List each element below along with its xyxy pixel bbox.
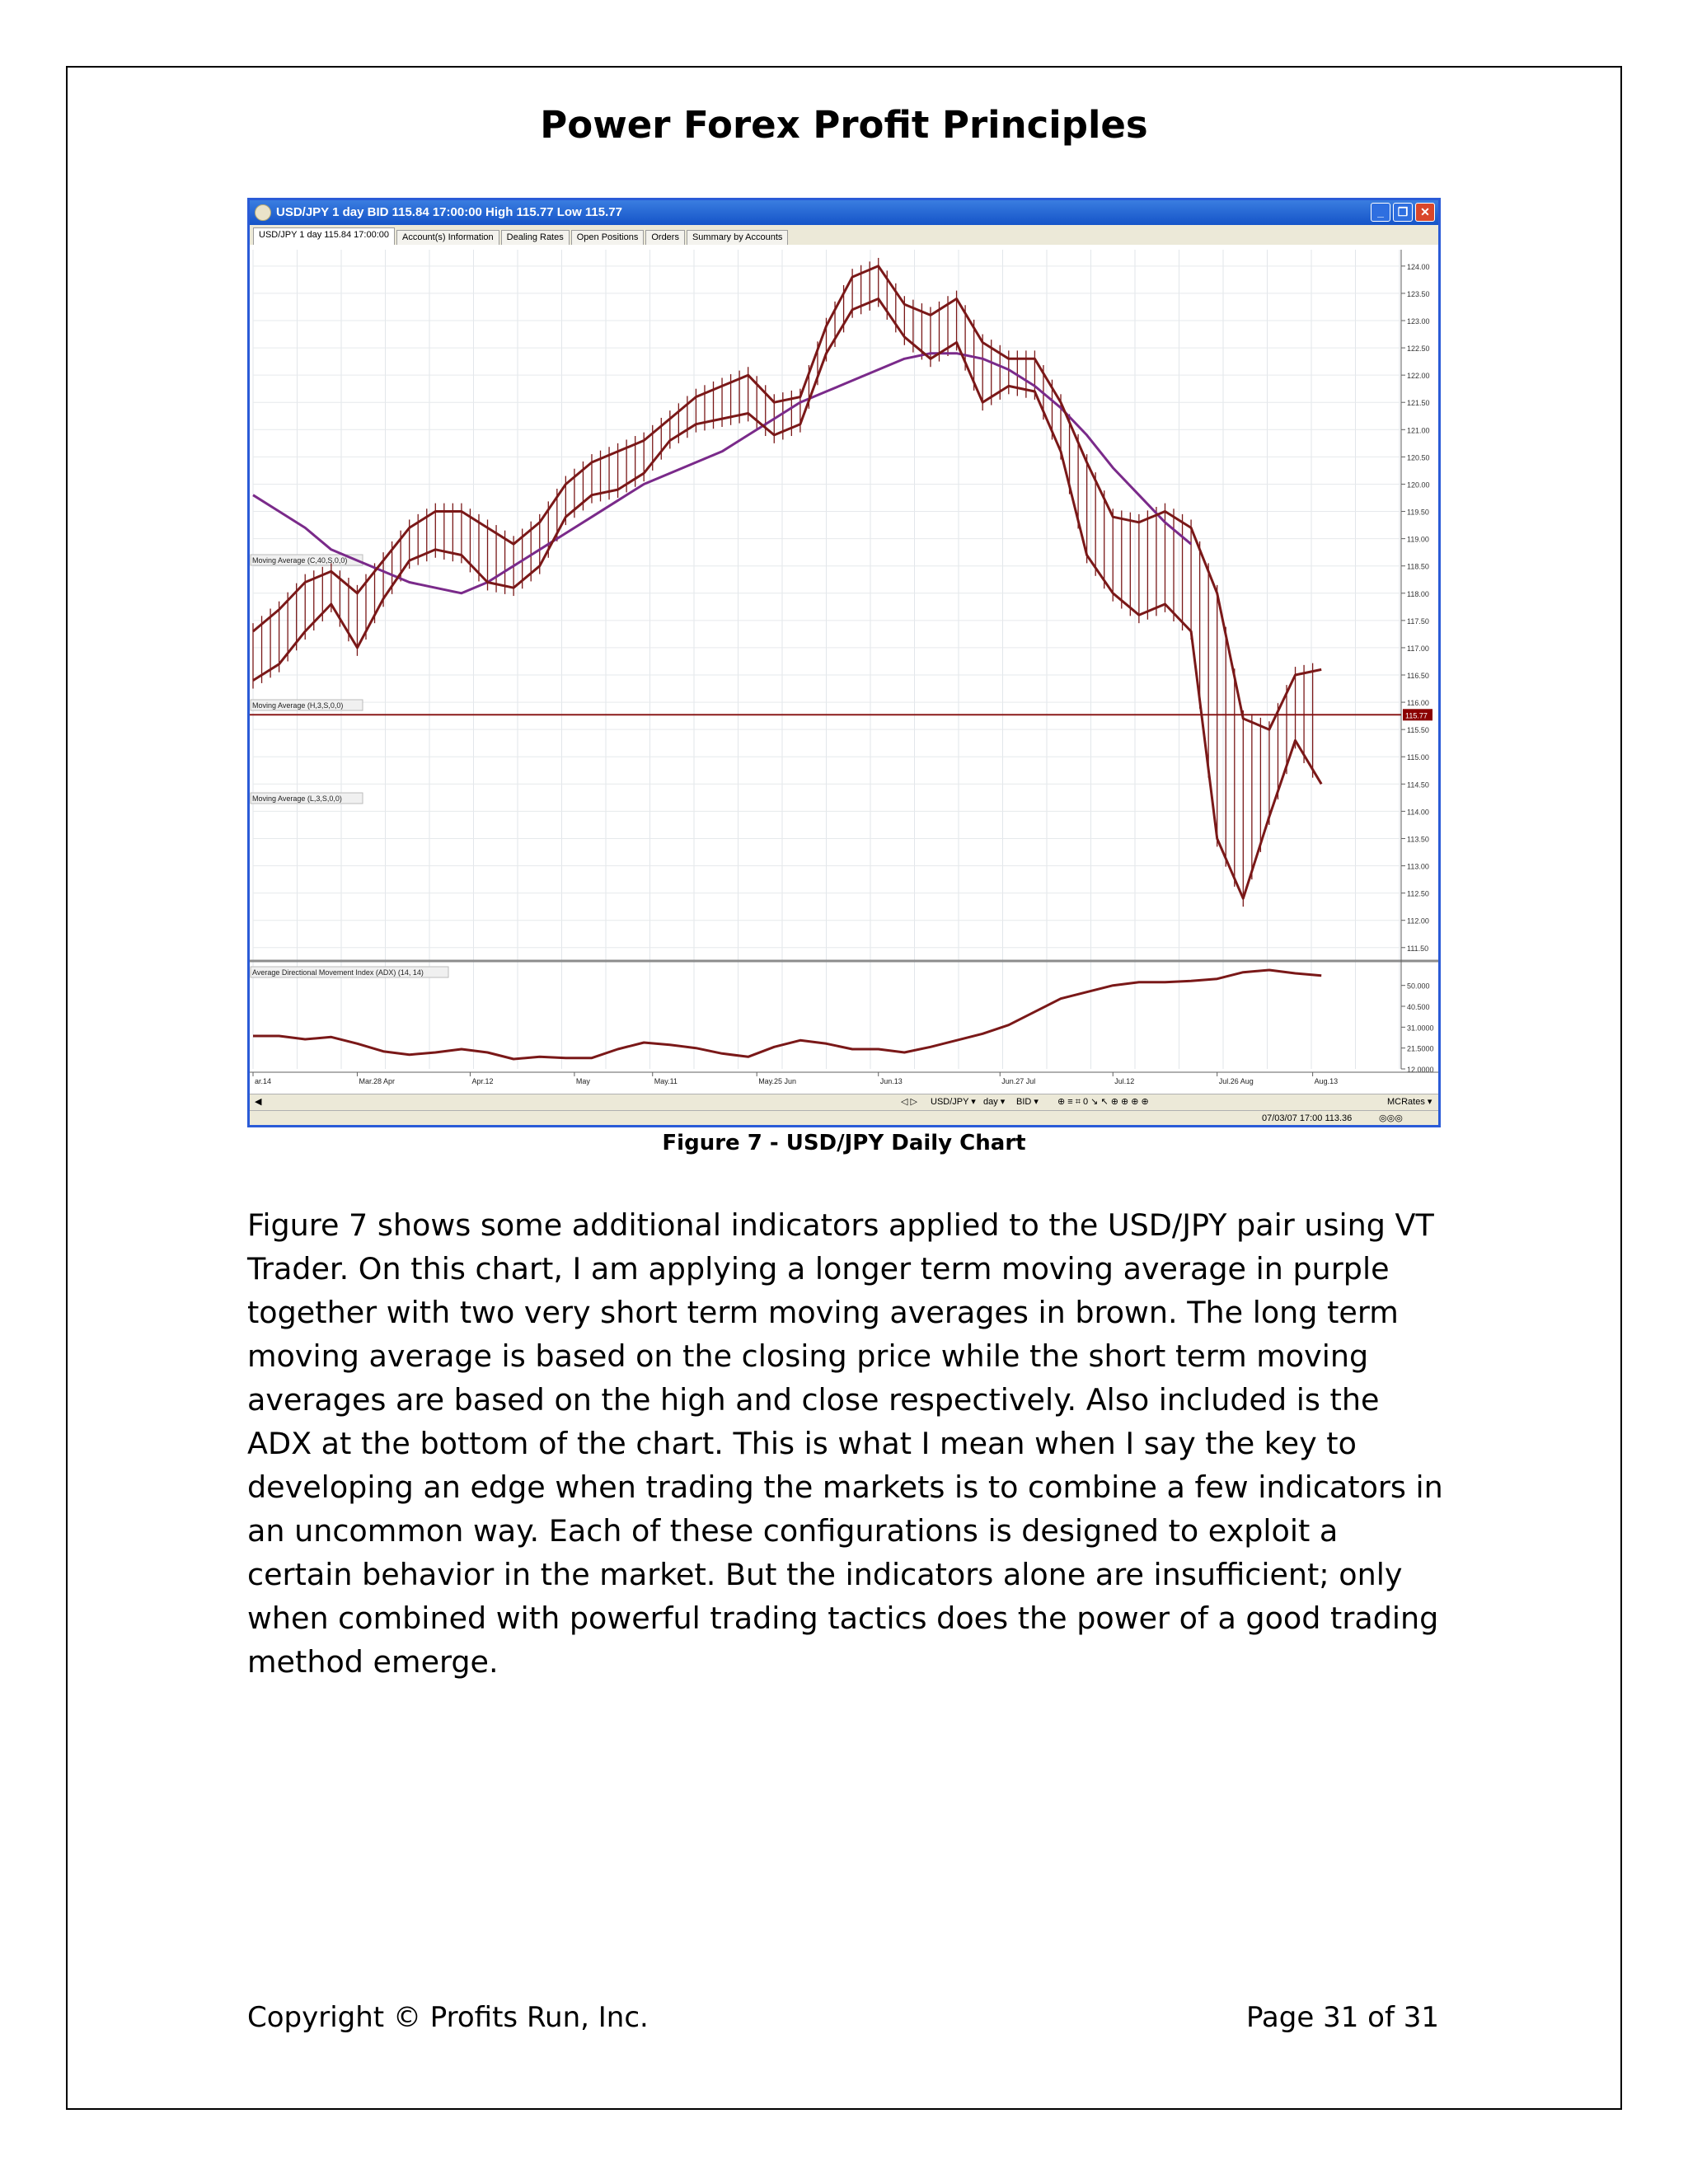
close-icon[interactable]: ✕	[1415, 203, 1435, 222]
y-tick-label: 118.50	[1407, 562, 1429, 571]
y-tick-label: 122.50	[1407, 344, 1430, 354]
tab-chart[interactable]: USD/JPY 1 day 115.84 17:00:00	[253, 227, 395, 245]
tab-summary[interactable]: Summary by Accounts	[687, 230, 788, 245]
figure-caption: Figure 7 - USD/JPY Daily Chart	[662, 1131, 1026, 1155]
tab-dealing-rates[interactable]: Dealing Rates	[501, 230, 570, 245]
body-paragraph: Figure 7 shows some additional indicators applied to the USD/JPY pair using VT Trader. On this chart, I am applying a longer term moving average in purple together with two very short term moving averages in brown. The long term moving average is based on the closing price while the short term moving averages are based on the high and close respectively. Also included is the ADX at the bottom of the chart. This is what I mean when I say the key to developing an edge when trading the markets is to combine a few indicators in an uncommon way. Each of these configurations is designed to exploit a certain behavior in the market. But the indicators alone are insufficient; only when combined with powerful trading tactics does the power of a good trading method emerge.	[247, 1207, 1443, 1680]
y-tick-label: 123.50	[1407, 289, 1430, 298]
x-tick-label: Aug.13	[1314, 1077, 1339, 1085]
x-tick-label: Jun.27 Jul	[1001, 1077, 1036, 1085]
status-icons: ◎◎◎	[1379, 1113, 1403, 1123]
maximize-icon[interactable]: ❐	[1393, 203, 1413, 222]
adx-tick-label: 12.0000	[1407, 1066, 1434, 1074]
indicator-label: Moving Average (C,40,S,0,0)	[252, 556, 348, 565]
x-tick-label: May.25 Jun	[758, 1077, 797, 1085]
side-select[interactable]: BID ▾	[1016, 1097, 1039, 1107]
status-datetime: 07/03/07 17:00 113.36	[1262, 1113, 1353, 1123]
y-tick-label: 122.00	[1407, 372, 1430, 381]
y-tick-label: 120.50	[1407, 453, 1430, 462]
y-tick-label: 114.00	[1407, 808, 1429, 817]
minimize-icon[interactable]: _	[1371, 203, 1390, 222]
y-tick-label: 121.00	[1407, 426, 1430, 435]
indicator-label: Moving Average (L,3,S,0,0)	[252, 794, 342, 803]
y-tick-label: 113.50	[1407, 835, 1429, 844]
scroll-left-icon[interactable]: ◀	[255, 1097, 262, 1107]
adx-indicator-label: Average Directional Movement Index (ADX) (14, 14)	[252, 968, 424, 977]
period-select[interactable]: day ▾	[983, 1097, 1006, 1107]
x-tick-label: May.11	[654, 1077, 678, 1085]
symbol-select[interactable]: USD/JPY ▾	[931, 1097, 976, 1107]
x-tick-label: Jun.13	[879, 1077, 903, 1085]
price-chart[interactable]	[250, 245, 1438, 1094]
x-tick-label: Apr.12	[471, 1077, 494, 1085]
scroll-arrows-icon[interactable]: ◁ ▷	[901, 1097, 917, 1107]
y-tick-label: 121.50	[1407, 399, 1430, 408]
y-tick-label: 114.50	[1407, 780, 1429, 790]
footer-copyright: Copyright © Profits Run, Inc.	[247, 2001, 649, 2034]
y-tick-label: 115.50	[1407, 726, 1429, 735]
price-tag-label: 115.77	[1405, 711, 1428, 720]
x-tick-label: Mar.28 Apr	[359, 1077, 395, 1085]
window-title: USD/JPY 1 day BID 115.84 17:00:00 High 115.77 Low 115.77	[276, 205, 622, 219]
y-tick-label: 118.00	[1407, 589, 1429, 598]
rates-select[interactable]: MCRates ▾	[1387, 1097, 1432, 1107]
y-tick-label: 120.00	[1407, 480, 1430, 490]
y-tick-label: 113.00	[1407, 862, 1429, 871]
x-tick-label: Jul.12	[1114, 1077, 1135, 1085]
y-tick-label: 117.50	[1407, 616, 1429, 626]
x-tick-label: Jul.26 Aug	[1218, 1077, 1254, 1085]
window-titlebar	[250, 200, 1438, 225]
tab-accounts[interactable]: Account(s) Information	[396, 230, 499, 245]
app-icon	[255, 204, 271, 221]
y-tick-label: 119.00	[1407, 535, 1429, 544]
adx-tick-label: 31.0000	[1407, 1024, 1434, 1033]
tab-open-positions[interactable]: Open Positions	[571, 230, 645, 245]
x-tick-label: May	[575, 1077, 590, 1085]
y-tick-label: 111.50	[1407, 944, 1429, 953]
y-tick-label: 117.00	[1407, 644, 1429, 653]
y-tick-label: 112.00	[1407, 916, 1429, 926]
indicator-label: Moving Average (H,3,S,0,0)	[252, 701, 344, 710]
y-tick-label: 116.50	[1407, 672, 1429, 680]
y-tick-label: 119.50	[1407, 508, 1429, 517]
status-bar	[250, 1110, 1438, 1127]
chart-toolbar	[250, 1094, 1438, 1111]
adx-tick-label: 21.5000	[1407, 1044, 1434, 1053]
drawing-tools[interactable]: ⊕ ≡ ⌗ 0 ↘ ↖ ⊕ ⊕ ⊕ ⊕	[1057, 1097, 1149, 1107]
y-tick-label: 124.00	[1407, 262, 1430, 271]
y-tick-label: 123.00	[1407, 317, 1430, 326]
adx-tick-label: 40.500	[1407, 1003, 1430, 1011]
tab-bar	[250, 225, 1438, 245]
chart-screenshot	[247, 198, 1441, 1127]
document-title: Power Forex Profit Principles	[540, 103, 1148, 147]
footer-page-number: Page 31 of 31	[1245, 2001, 1439, 2034]
x-tick-label: ar.14	[255, 1077, 272, 1085]
y-tick-label: 112.50	[1407, 889, 1429, 898]
tab-orders[interactable]: Orders	[645, 230, 685, 245]
adx-tick-label: 50.000	[1407, 982, 1430, 991]
y-tick-label: 116.00	[1407, 699, 1429, 708]
y-tick-label: 115.00	[1407, 753, 1429, 762]
